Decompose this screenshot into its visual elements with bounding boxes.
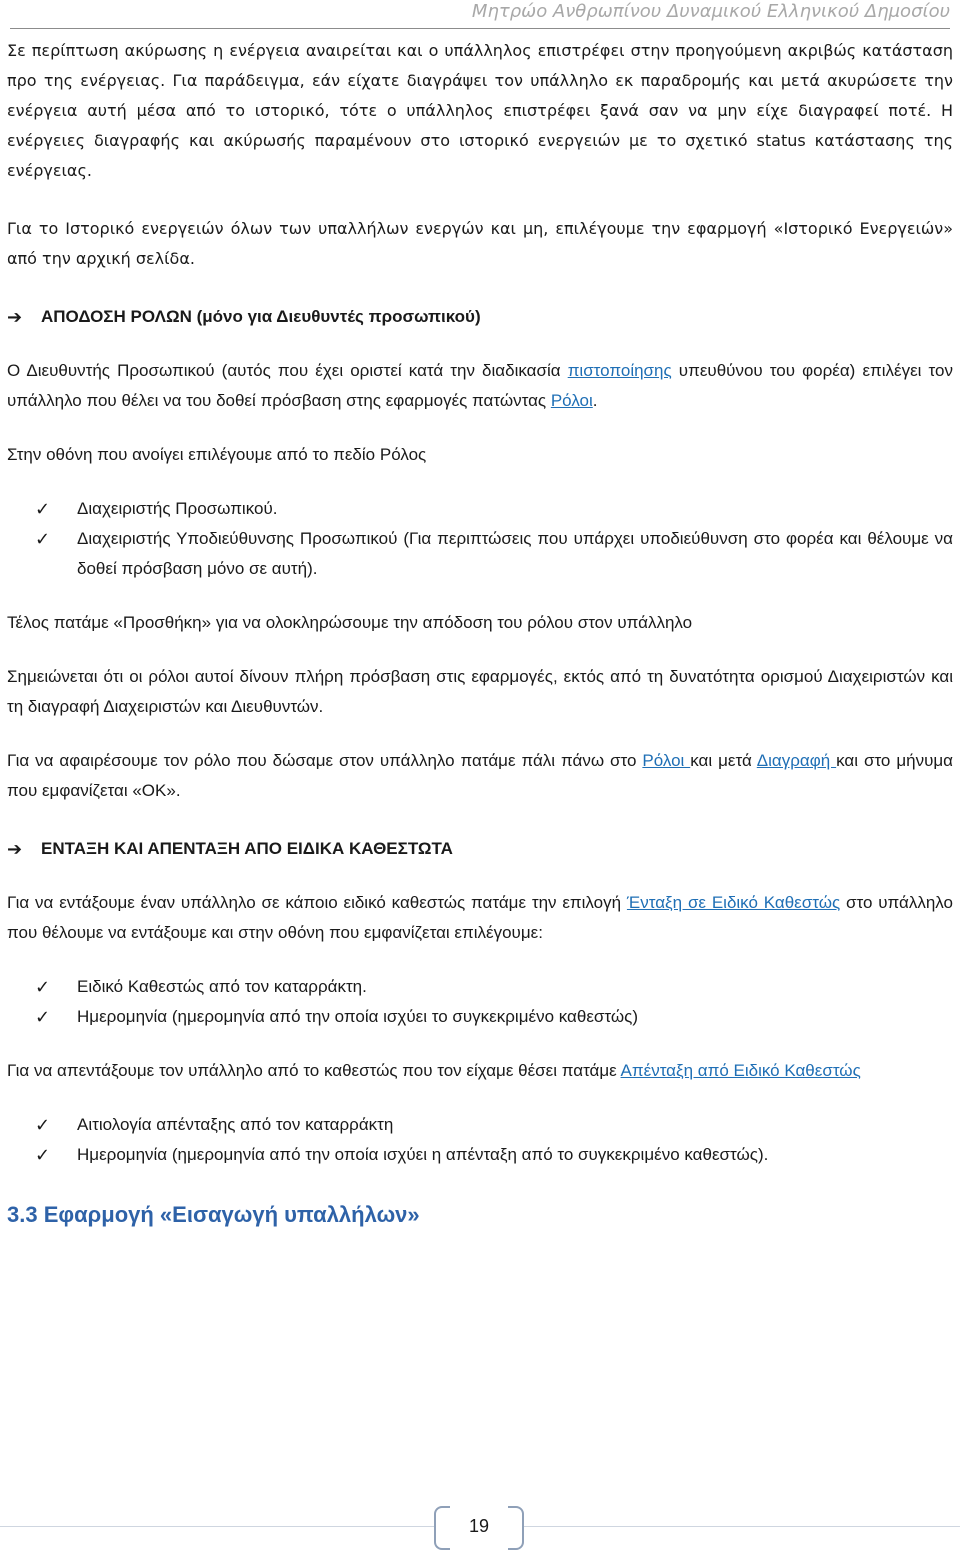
text-run: Για να εντάξουμε έναν υπάλληλο σε κάποιο ειδικό καθεστώς πατάμε την επιλογή bbox=[7, 893, 627, 912]
list-item bbox=[7, 1140, 953, 1170]
heading-special-status-text: ΕΝΤΑΞΗ ΚΑΙ ΑΠΕΝΤΑΞΗ ΑΠΟ ΕΙΔΙΚΑ ΚΑΘΕΣΤΩΤΑ bbox=[41, 839, 453, 858]
list-item bbox=[7, 1110, 953, 1140]
heading-roles-text: ΑΠΟΔΟΣΗ ΡΟΛΩΝ (μόνο για Διευθυντές προσωπικού) bbox=[41, 307, 481, 326]
paragraph-status-intro bbox=[7, 888, 953, 948]
list-item-text: Ειδικό Καθεστώς από τον καταρράκτη. bbox=[77, 977, 367, 996]
list-item bbox=[7, 1002, 953, 1032]
status-remove-list bbox=[7, 1110, 953, 1170]
list-item bbox=[7, 494, 953, 524]
status-options-list bbox=[7, 972, 953, 1032]
text-run: Για να αφαιρέσουμε τον ρόλο που δώσαμε στον υπάλληλο πατάμε πάλι πάνω στο bbox=[7, 751, 643, 770]
text-run: Ο Διευθυντής Προσωπικού (αυτός που έχει οριστεί κατά την διαδικασία bbox=[7, 361, 568, 380]
arrow-right-icon: ➔ bbox=[7, 839, 23, 859]
link-status-enroll[interactable]: Ένταξη σε Ειδικό Καθεστώς bbox=[626, 893, 841, 912]
list-item-text: Αιτιολογία απένταξης από τον καταρράκτη bbox=[77, 1115, 394, 1134]
text-run: στο υπάλληλο που θέλουμε να εντάξουμε και στην οθόνη που εμφανίζεται επιλέγουμε: bbox=[7, 893, 954, 942]
list-item bbox=[7, 972, 953, 1002]
list-item-text: Διαχειριστής Υποδιεύθυνσης Προσωπικού (Για περιπτώσεις που υπάρχει υποδιεύθυνση στο φορέα και θέλουμε να δοθεί πρόσβαση μόνο σε αυτή). bbox=[77, 529, 953, 578]
link-certification[interactable]: πιστοποίησης bbox=[567, 361, 672, 380]
page-number: 19 bbox=[468, 1516, 490, 1536]
list-item-text: Διαχειριστής Προσωπικού. bbox=[77, 499, 278, 518]
paragraph-add-role: Τέλος πατάμε «Προσθήκη» για να ολοκληρώσουμε την απόδοση του ρόλου στον υπάλληλο bbox=[7, 613, 693, 632]
link-delete[interactable]: Διαγραφή bbox=[756, 751, 837, 770]
text-run: . bbox=[592, 391, 598, 410]
link-status-remove[interactable]: Απένταξη από Ειδικό Καθεστώς bbox=[620, 1061, 861, 1080]
text-run: Για να απεντάξουμε τον υπάλληλο από το καθεστώς που τον είχαμε θέσει πατάμε bbox=[7, 1061, 621, 1080]
checkmark-icon: ✓ bbox=[35, 499, 51, 519]
footer-rule bbox=[0, 1526, 434, 1527]
list-item bbox=[7, 524, 953, 584]
checkmark-icon: ✓ bbox=[35, 1007, 51, 1027]
paragraph-history: Για το Ιστορικό ενεργειών όλων των υπαλλήλων ενεργών και μη, επιλέγουμε την εφαρμογή «Ιστορικό Ενεργειών» από την αρχική σελίδα. bbox=[7, 219, 953, 268]
paragraph-role-field: Στην οθόνη που ανοίγει επιλέγουμε από το πεδίο Ρόλος bbox=[7, 445, 427, 464]
text-run: και μετά bbox=[690, 751, 757, 770]
page-footer bbox=[0, 1500, 960, 1550]
brace-left-icon bbox=[434, 1506, 450, 1550]
page-content bbox=[7, 36, 953, 1232]
text-run: και στο μήνυμα που εμφανίζεται «ΟΚ». bbox=[7, 751, 953, 800]
footer-rule bbox=[524, 1526, 960, 1527]
role-options-list bbox=[7, 494, 953, 584]
link-roles[interactable]: Ρόλοι bbox=[550, 391, 593, 410]
checkmark-icon: ✓ bbox=[35, 1115, 51, 1135]
paragraph-cancellation: Σε περίπτωση ακύρωσης η ενέργεια αναιρείται και ο υπάλληλος επιστρέφει στην προηγούμενη ακριβώς κατάσταση προ της ενέργειας. Για παράδειγμα, εάν είχατε διαγράψει τον υπάλληλο εκ παραδρομής και μετά ακυρώσετε την ενέργεια αυτή μέσα από το ιστορικό, τότε ο υπάλληλος επιστρέφει ξανά σαν να μην είχε διαγραφεί ποτέ. Η ενέργειες διαγραφής και ακύρωσής παραμένουν στο ιστορικό ενεργειών με το σχετικό status κατάστασης της ενέργειας. bbox=[7, 41, 953, 180]
heading-roles bbox=[7, 302, 953, 332]
list-item-text: Ημερομηνία (ημερομηνία από την οποία ισχύει η απένταξη από το συγκεκριμένο καθεστώς). bbox=[77, 1145, 769, 1164]
heading-special-status bbox=[7, 834, 953, 864]
paragraph-remove-role bbox=[7, 746, 953, 806]
link-roles-remove[interactable]: Ρόλοι bbox=[642, 751, 691, 770]
paragraph-note: Σημειώνεται ότι οι ρόλοι αυτοί δίνουν πλήρη πρόσβαση στις εφαρμογές, εκτός από τη δυνατότητα ορισμού Διαχειριστών και τη διαγραφή Διαχειριστών και Διευθυντών. bbox=[7, 667, 953, 716]
section-title: 3.3 Εφαρμογή «Εισαγωγή υπαλλήλων» bbox=[7, 1202, 420, 1227]
list-item-text: Ημερομηνία (ημερομηνία από την οποία ισχύει το συγκεκριμένο καθεστώς) bbox=[77, 1007, 638, 1026]
checkmark-icon: ✓ bbox=[35, 977, 51, 997]
running-header-title: Μητρώο Ανθρωπίνου Δυναμικού Ελληνικού Δημοσίου bbox=[471, 1, 950, 22]
text-run: υπευθύνου του φορέα) επιλέγει τον υπάλληλο που θέλει να του δοθεί πρόσβαση στης εφαρμογές πατώντας bbox=[7, 361, 953, 410]
checkmark-icon: ✓ bbox=[35, 1145, 51, 1165]
brace-right-icon bbox=[508, 1506, 524, 1550]
arrow-right-icon: ➔ bbox=[7, 307, 23, 327]
checkmark-icon: ✓ bbox=[35, 529, 51, 549]
paragraph-status-remove bbox=[7, 1056, 953, 1086]
running-header bbox=[10, 0, 950, 29]
paragraph-roles-intro bbox=[7, 356, 953, 416]
